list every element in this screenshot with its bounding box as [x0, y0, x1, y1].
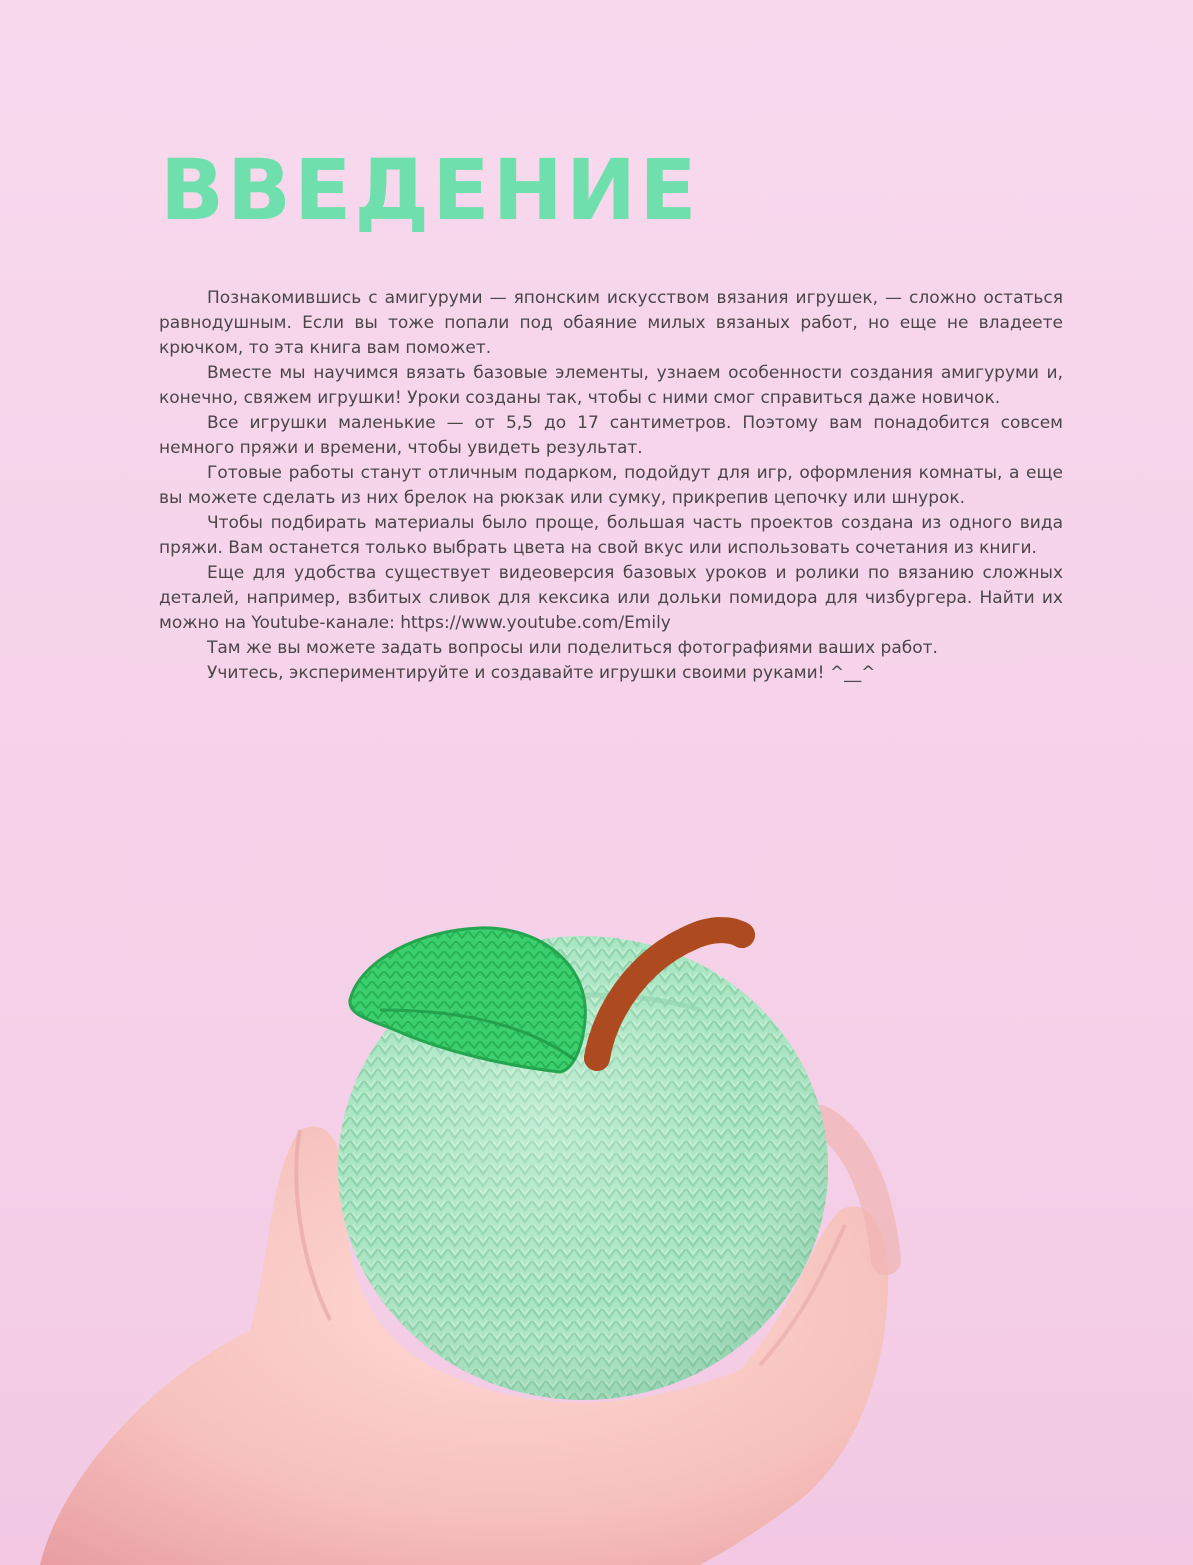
- paragraph: Вместе мы научимся вязать базовые элементы, узнаем особенности создания амигуруми и, конечно, свяжем игрушки! Уроки созданы так, чтобы с ними смог справиться даже новичок.: [159, 363, 1063, 408]
- page-title: ВВЕДЕНИЕ: [160, 141, 700, 239]
- crochet-apple-photo: [0, 760, 1193, 1565]
- paragraph: Учитесь, экспериментируйте и создавайте игрушки своими руками! ^__^: [207, 663, 876, 683]
- paragraph: Познакомившись с амигуруми — японским искусством вязания игрушек, — сложно остаться равнодушным. Если вы тоже попали под обаяние милых вязаных работ, но еще не владеете крючком, то эта книга вам поможет.: [159, 288, 1063, 358]
- intro-text: [159, 286, 1063, 686]
- paragraph: Готовые работы станут отличным подарком, подойдут для игр, оформления комнаты, а еще вы можете сделать из них брелок на рюкзак или сумку, прикрепив цепочку или шнурок.: [159, 463, 1063, 508]
- paragraph: Там же вы можете задать вопросы или поделиться фотографиями ваших работ.: [207, 638, 938, 658]
- paragraph: Все игрушки маленькие — от 5,5 до 17 сантиметров. Поэтому вам понадобится совсем немного пряжи и времени, чтобы увидеть результат.: [159, 413, 1063, 458]
- paragraph: Еще для удобства существует видеоверсия базовых уроков и ролики по вязанию сложных деталей, например, взбитых сливок для кексика или дольки помидора для чизбургера. Найти их можно на Youtube-канале: https://www.youtube.com/Emily: [159, 563, 1063, 633]
- paragraph: Чтобы подбирать материалы было проще, большая часть проектов создана из одного вида пряжи. Вам останется только выбрать цвета на свой вкус или использовать сочетания из книги.: [159, 513, 1063, 558]
